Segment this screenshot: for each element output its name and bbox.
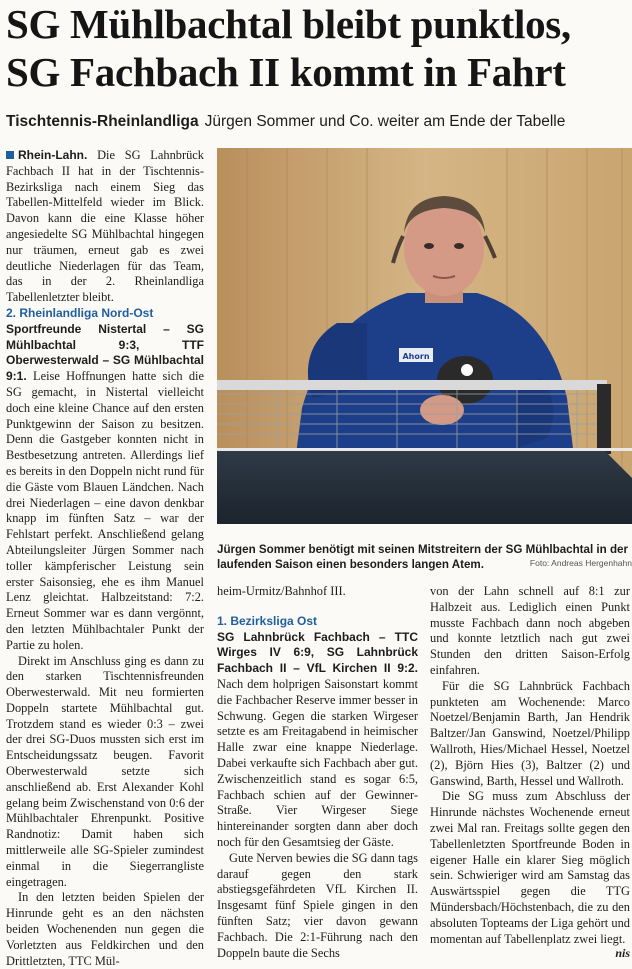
subheadline xyxy=(6,113,630,131)
shirt-logo: Ahorn xyxy=(402,352,430,361)
results-bezirksliga: SG Lahnbrück Fachbach – TTC Wirges IV 6:9, SG Lahnbrück Fachbach II – VfL Kirchen II 9:2. xyxy=(217,629,418,676)
headline-line-2: SG Fachbach II kommt in Fahrt xyxy=(6,49,566,95)
article-column-2 xyxy=(217,584,418,961)
photo-caption xyxy=(217,542,632,572)
results-rheinlandliga: Sportfreunde Nistertal – SG Mühlbachtal 9:3, TTF Oberwesterwald – SG Mühlbachtal 9:1. xyxy=(6,321,204,384)
headline-line-1: SG Mühlbachtal bleibt punktlos, xyxy=(6,1,571,47)
subheadline-text: Jürgen Sommer und Co. weiter am Ende der Tabelle xyxy=(204,113,566,130)
article-column-1 xyxy=(6,148,204,969)
intro-text: Die SG Lahnbrück Fachbach II hat in der Tischtennis-Bezirksliga nach einem Sieg das Tabellen-Mittelfeld wieder im Blick. Davon kann die eine Klasse höher angesiedelte SG Mühlbachtal hingegen nur träumen, erneut gab es zwei deutliche Niederlagen für das Team, das in der 2. Rheinlandliga Tabellenletzter bleibt. xyxy=(6,148,204,305)
dateline-square-icon xyxy=(6,151,14,159)
section-heading-bezirksliga: 1. Bezirksliga Ost xyxy=(217,613,318,628)
report-paragraph-3: In den letzten beiden Spielen der Hinrunde geht es an den nächsten beiden Wochenenden nun gegen die Vorletzten aus Feldkirchen und den Drittletzten, TTC Mül- xyxy=(6,890,204,968)
report-text-2: Nach dem holprigen Saisonstart kommt die Fachbacher Reserve immer besser in Schwung. Gegen die starken Wirgeser setzte es am Freitagabend in heimischer Halle zwar eine knappe Niederlage. Dabei verkaufte sich Fachbach aber gut. Zwischenzeitlich stand es sogar 6:5, Fachbach schien auf der Gewinner-Straße. Vier Wirgeser Siege hintereinander sorgten dann aber doch noch für den Gesamtsieg der Gäste. xyxy=(217,676,418,849)
section-heading-rheinlandliga: 2. Rheinlandliga Nord-Ost xyxy=(6,305,154,320)
results-paragraph-2 xyxy=(217,630,418,851)
table-tennis-player-image xyxy=(217,148,632,524)
author-signature: nis xyxy=(615,946,630,960)
results-paragraph-1 xyxy=(6,322,204,654)
article-column-3 xyxy=(430,584,630,947)
subheadline-league: Tischtennis-Rheinlandliga xyxy=(6,113,199,130)
photo-credit: Foto: Andreas Hergenhahn xyxy=(529,558,632,569)
article-photo xyxy=(217,148,632,524)
report-paragraph-7: Die SG muss zum Abschluss der Hinrunde nächstes Wochenende erneut zwei Mal ran. Freitags sollte gegen den Tabellenletzten Sportfreunde Boden in eigener Halle ein klarer Sieg möglich sein. Schwieriger wird am Samstag das Auswärtsspiel gegen die TTG Mündersbach/Höchstenbach, die zu den absoluten Topteams der Liga gehört und momentan auf Tabellenplatz zwei liegt. xyxy=(430,789,630,946)
col2-continuation: heim-Urmitz/Bahnhof III. xyxy=(217,584,346,598)
dateline: Rhein-Lahn. xyxy=(18,148,88,162)
report-paragraph-6: Für die SG Lahnbrück Fachbach punkteten am Wochenende: Marco Noetzel/Benjamin Barth, Jan Hendrik Baltzer/Jan Ganswind, Noetzel/Philipp Wallroth, Hies/Michael Hessel, Noetzel (2), Björn Hies (3), Baltzer (2) und Ganswind, Barth, Hessel und Wallroth. xyxy=(430,678,630,788)
report-text-1: Leise Hoffnungen hatte sich die SG gemacht, in Nistertal vielleicht doch eine kleine Chance auf den ersten Punktgewinn der Saison zu besitzen. Denn die Gastgeber konnten nicht in Bestbesetzung antreten. Allerdings lief es bereits in den Doppeln nicht rund für die Gäste vom Blauen Ländchen. Nach drei Niederlagen – eine davon denkbar knapp im fünften Satz – war der Fehlstart perfekt. Anschließend gelang Abteilungsleiter Jürgen Sommer nach toller kämpferischer Leistung sein erster Saisonsieg, ehe es ihm Manuel Lenz gleichtat. Halbzeitstand: 7:2. Erneut Sommer war es dann vergönnt, den letzten Mühlbachtaler Punkt der Partie zu holen. xyxy=(6,369,204,652)
photo-caption-text: Jürgen Sommer benötigt mit seinen Mitstreitern der SG Mühlbachtal in der laufenden Saison einen besonders langen Atem. xyxy=(217,543,628,572)
report-paragraph-5: Gute Nerven bewies die SG dann tags darauf gegen den stark abstiegsgefährdeten VfL Kirchen II. Insgesamt fünf Spiele gingen in den fünften Satz; vier davon gewann Fachbach. Die 2:1-Führung nach den Doppeln baute die Sechs xyxy=(217,850,418,960)
intro-paragraph xyxy=(6,148,204,306)
col3-continuation: von der Lahn schnell auf 8:1 zur Halbzeit aus. Lediglich einen Punkt musste Fachbach dann noch abgeben und konnte letztlich nach gut zwei Stunden den dritten Saison-Erfolg einfahren. xyxy=(430,584,630,677)
headline xyxy=(6,0,630,96)
report-paragraph-2: Direkt im Anschluss ging es dann zu den starken Tischtennisfreunden Oberwesterwald. Mit neu formierten Doppeln startete Mühlbachtal gut. Trotzdem stand es wieder 0:3 – zwei der drei SG-Duos mussten sich erst im Entscheidungssatz beugen. Favorit Oberwesterwald setzte sich anschließend ab. Erst Alexander Kohl gelang beim Zwischenstand von 0:6 der Mühlbachtaler Ehrenpunkt. Positive Randnotiz: Damit haben sich mittlerweile alle SG-Spieler zumindest einmal in die Siegerrangliste eingetragen. xyxy=(6,653,204,889)
